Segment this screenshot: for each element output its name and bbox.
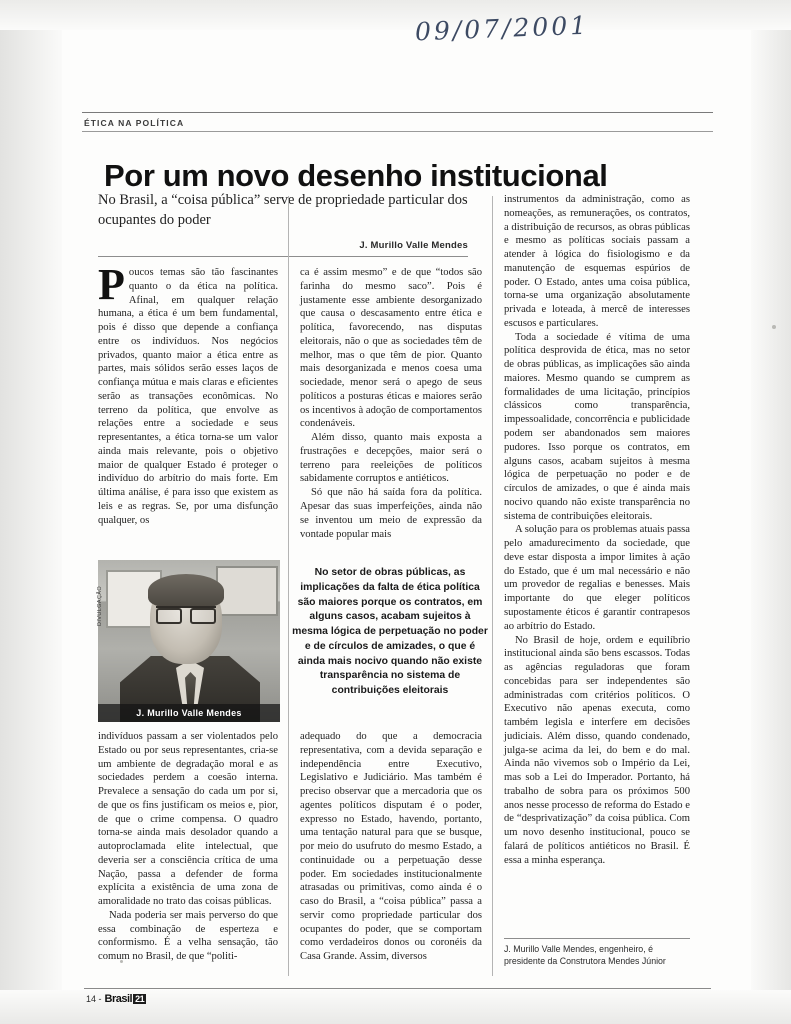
page-edge-left <box>0 0 62 1024</box>
drop-cap: P <box>98 260 125 309</box>
paragraph: ca é assim mesmo” e de que “todos são farinha do mesmo saco”. Pois é justamente esse ambiente desorganizado que causa o descasamento entre ética e política, favorecendo, nas disputas eleitorais, não o que as sociedades têm de melhor, mas o que têm de pior. Quanto mais desorganizada e menos coesa uma sociedade, menor será o apego de seus políticos a posturas éticas e maiores serão os incentivos à adoção de comportamentos condenáveis. <box>300 267 482 430</box>
body-column-2-lower <box>300 730 482 964</box>
section-kicker: ÉTICA NA POLÍTICA <box>84 118 185 128</box>
page-edge-top <box>0 0 791 30</box>
header-rule-bottom <box>82 131 713 132</box>
paragraph: A solução para os problemas atuais passa pelo amadurecimento da sociedade, que deve estar disposta a impor limites à ação do Estado, que é um mal necessário e não um provedor de regalias e benesses. Mais importante do que eleger políticos supostamente éticos é garantir contrapesos ao arbítrio do Estado. <box>504 524 690 632</box>
glasses-icon <box>156 606 216 621</box>
paragraph: adequado do que a democracia representativa, com a devida separação e independência entre Executivo, Legislativo e Judiciário. Mas também é preciso observar que a mercadoria que os agentes políticos disputam é o poder, expresso no Estado, havendo, portanto, uma tentação natural para que se busque, por meio do usufruto do mesmo Estado, a continuidade ou a perpetuação desse poder. Em sociedades institucionalmente atrasadas ou primitivas, como ainda é o caso do Brasil, a “coisa pública” passa a servir como propriedade particular dos ocupantes do poder, que se comportam como verdadeiros donos ou coronéis da Casa Grande. Assim, diversos <box>300 731 482 963</box>
byline-rule <box>98 256 468 257</box>
photo-credit: DIVULGAÇÃO <box>97 585 103 626</box>
paragraph: No Brasil de hoje, ordem e equilíbrio institucional ainda são bens escassos. Todas as agências reguladoras que foram concebidas para ser independentes são administradas com critérios políticos. O Executivo não apenas executa, como também legisla e interfere em decisões judiciais. Além disso, quando condenado, julga-se acima da lei, do bem e do mal. Ainda não vivemos sob o Império da Lei, mas sob a Lei do Imperador. Portanto, há trabalho de sobra para os próximos 500 anos nesse processo de reforma do Estado e de “desprivatização” da coisa pública. Com um novo desenho institucional, pouco se falará de políticos antiéticos no Brasil. É essa a minha esperança. <box>504 634 690 866</box>
folio-page-number: 14 - <box>86 994 102 1004</box>
folio <box>86 993 146 1005</box>
photo-caption: J. Murillo Valle Mendes <box>98 704 280 722</box>
header-rule-top <box>82 112 713 113</box>
author-note: J. Murillo Valle Mendes, engenheiro, é presidente da Construtora Mendes Júnior <box>504 944 666 966</box>
page-edge-right <box>751 0 791 1024</box>
paragraph: Toda a sociedade é vítima de uma política desprovida de ética, mas no setor de obras públicas, as implicações são ainda maiores. Mesmo quando se cumprem as formalidades de uma licitação, princípios clássicos como transparência, impessoalidade, concorrência e publicidade podem ser abandonados sem maiores pudores. Isso porque os contratos, em alguns casos, acabam sujeitos à mesma lógica de perpetuação no poder e de círculos de amizades, o que é ainda mais nocivo quando não existe transparência no sistema de contribuições eleitorais. <box>504 331 690 522</box>
photo-background-window <box>216 566 278 616</box>
handwritten-date: 09/07/2001 <box>414 10 590 47</box>
body-column-1 <box>98 260 278 528</box>
publication-logo <box>105 993 147 1005</box>
standfirst: No Brasil, a “coisa pública” serve de propriedade particular dos ocupantes do poder <box>98 192 468 228</box>
paragraph: Só que não há saída fora da política. Apesar das suas imperfeições, ainda não se inventou um meio de expressão da vontade popular mais <box>300 487 482 540</box>
column-divider <box>288 196 289 976</box>
footer-rule <box>84 988 711 989</box>
scan-speck <box>772 325 776 329</box>
column-divider <box>492 196 493 976</box>
paragraph: indivíduos passam a ser violentados pelo Estado ou por seus representantes, cria-se um ambiente de degradação moral e as sociedades perdem a coesão interna. Prevalece a sensação do cada um por si, de que os fins justificam os meios e, pior, de que o crime compensa. O quadro torna-se ainda mais desolador quando a autoproclamada elite intelectual, que deveria ser a consciência crítica de uma Nação, passa a defender de forma explícita a existência de uma zona de amoralidade no trato das coisas públicas. <box>98 731 278 908</box>
paragraph: instrumentos da administração, como as nomeações, as remunerações, os contratos, a distribuição de recursos, as obras públicas e mesmo as políticas sociais passam a atender à lógica do fisiologismo e da manutenção de esquemas espúrios de poder. O Estado, antes uma coisa pública, torna-se uma organização absolutamente privada e loteada, à mercê de interesses escusos e particulares. <box>504 194 690 329</box>
author-photo <box>98 560 280 722</box>
paragraph: Além disso, quanto mais exposta a frustrações e decepções, maior será o terreno para reeleições de políticos sabidamente corruptos e antiéticos. <box>300 432 482 485</box>
page-title: Por um novo desenho institucional <box>104 157 608 193</box>
author-note-rule <box>504 938 690 939</box>
photo-hair <box>148 574 224 608</box>
byline: J. Murillo Valle Mendes <box>359 240 468 251</box>
body-column-3 <box>504 193 690 868</box>
publication-name: Brasil <box>104 993 133 1005</box>
body-column-2 <box>300 266 482 541</box>
publication-mark: 21 <box>135 994 145 1004</box>
paragraph: oucos temas são tão fascinantes quanto o da ética na política. Afinal, em qualquer relação humana, a ética é um bem fundamental, pois é disso que depende a confiança entre os indivíduos. Nos negócios privados, quanto maior a ética entre as partes, mais sólidos serão esses laços de confiança mútua e mais claras e eficientes serão as transações econômicas. No terreno da política, que envolve as relações entre a sociedade e seus representantes, a ética torna-se um valor ainda mais relevante, pois o objetivo maior de qualquer Estado é proteger o indivíduo do arbítrio do mais forte. Em última análise, é para isso que existem as leis e as regras. Se, por uma disfunção qualquer, os <box>98 267 278 526</box>
photo-frame <box>98 560 280 722</box>
paragraph: Nada poderia ser mais perverso do que essa combinação de esperteza e conformismo. É a velha sensação, tão comum no Brasil, de que “politi- <box>98 909 278 963</box>
body-column-1-lower <box>98 730 278 964</box>
pull-quote: No setor de obras públicas, as implicações da falta de ética política são maiores porque os contratos, em alguns casos, acabam sujeitos à mesma lógica de perpetuação no poder e de círculos de amizades, o que é ainda mais nocivo quando não existe transparência no sistema de contribuições eleitorais <box>292 567 488 697</box>
